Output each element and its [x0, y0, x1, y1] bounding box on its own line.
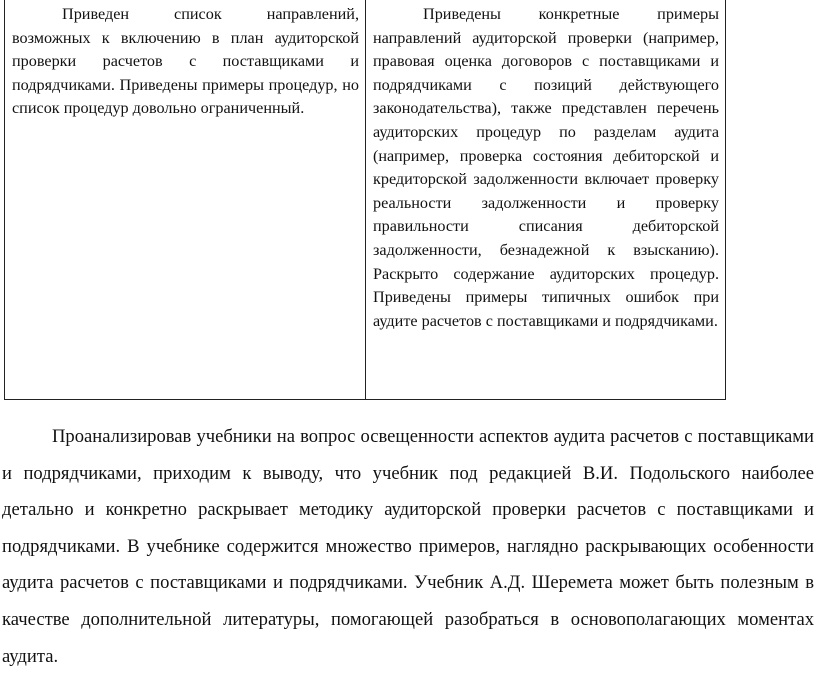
table-cell-right: Приведены конкретные примеры направлений аудиторской проверки (например, правовая оценка договоров с поставщиками и подрядчиками с позиций действующего законодательства), также представлен перечень аудиторских процедур по разделам аудита (например, проверка состояния дебиторской и кредиторской задолженности включает проверку реальности задолженности и проверку правильности списания дебиторской задолженности, безнадежной к взысканию). Раскрыто содержание аудиторских процедур. Приведены примеры типичных ошибок при аудите расчетов с поставщиками и подрядчиками. — [373, 5, 719, 330]
conclusion-paragraph: Проанализировав учебники на вопрос освещенности аспектов аудита расчетов с поставщиками и подрядчиками, приходим к выводу, что учебник под редакцией В.И. Подольского наиболее детально и конкретно раскрывает методику аудиторской проверки расчетов с поставщиками и подрядчиками. В учебнике содержится множество примеров, наглядно раскрывающих особенности аудита расчетов с поставщиками и подрядчиками. Учебник А.Д. Шеремета может быть полезным в качестве дополнительной литературы, помогающей разобраться в основополагающих моментах аудита. — [2, 426, 814, 667]
table-cell-left: Приведен список направлений, возможных к включению в план аудиторской проверки расчетов с поставщиками и подрядчиками. Приведены примеры процедур, но список процедур довольно ограниченный. — [5, 0, 366, 399]
comparison-table-row — [4, 0, 726, 400]
